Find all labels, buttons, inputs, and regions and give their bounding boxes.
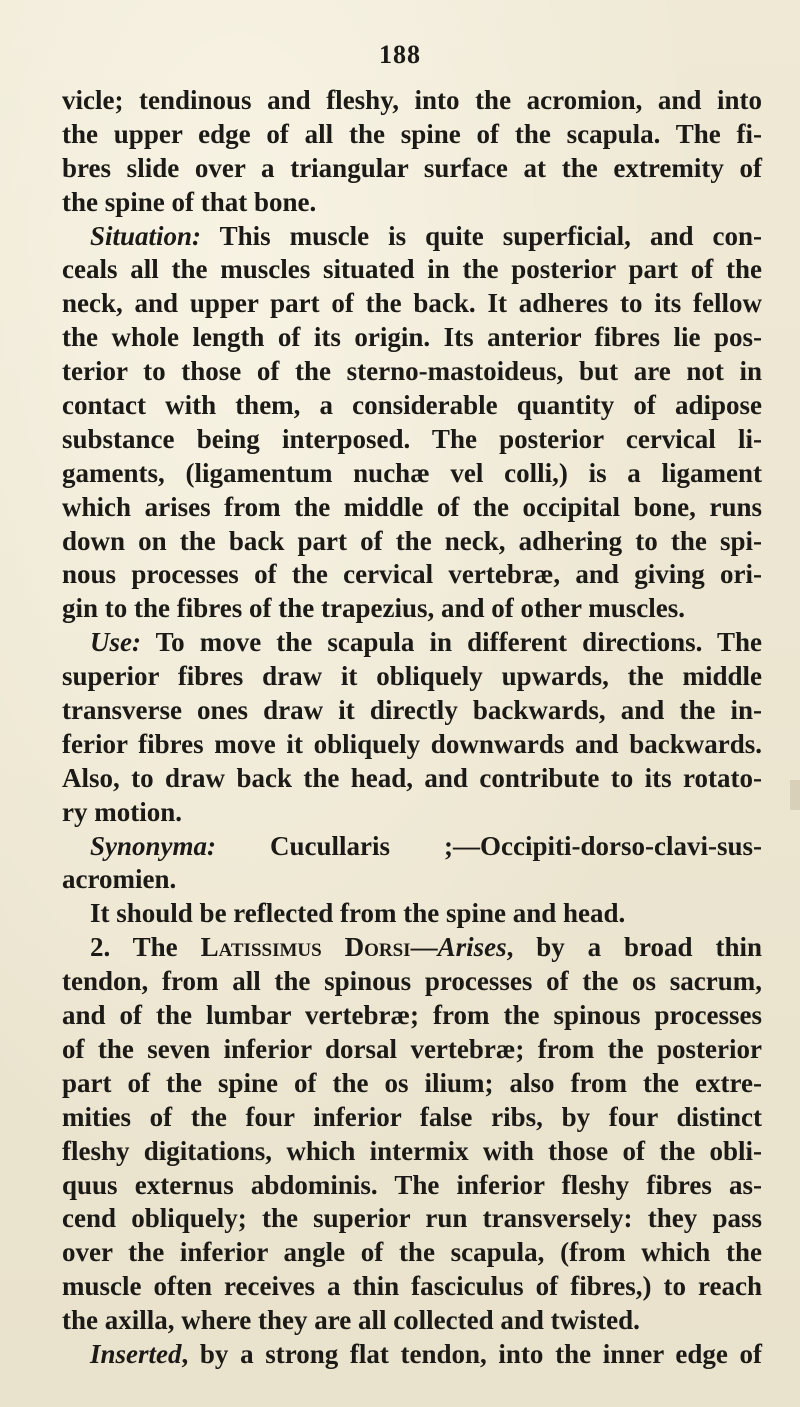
inserted-heading: Inserted	[90, 1338, 182, 1369]
text-line: ceals all the muscles situated in the posterior part of the	[62, 254, 762, 285]
text-line: part of the spine of the os ilium; also from the extre-	[62, 1067, 762, 1098]
text-line: of the seven inferior dorsal vertebræ; from the posterior	[62, 1033, 762, 1064]
text-line: bres slide over a triangular surface at the extremity of	[62, 152, 762, 183]
text-line: down on the back part of the neck, adhering to the spi-	[62, 525, 762, 556]
body-text	[62, 84, 762, 1372]
text-segment: , by a strong flat tendon, into the inner edge of	[181, 1338, 762, 1369]
text-line: tendon, from all the spinous processes of the os sacrum,	[62, 966, 762, 997]
text-line: cend obliquely; the superior run transversely: they pass	[62, 1203, 762, 1234]
text-line: acromien.	[62, 864, 177, 895]
text-line: and of the lumbar vertebræ; from the spinous processes	[62, 1000, 762, 1031]
text-line-synonyma	[62, 830, 762, 864]
text-line: superior fibres draw it obliquely upwards, the middle	[62, 661, 762, 692]
text-line: gaments, (ligamentum nuchæ vel colli,) is a ligament	[62, 457, 762, 488]
text-line: gin to the fibres of the trapezius, and of other muscles.	[62, 593, 685, 624]
text-line: neck, and upper part of the back. It adheres to its fellow	[62, 288, 762, 319]
text-line: quus externus abdominis. The inferior fleshy fibres as-	[62, 1169, 762, 1200]
text-line-latissimus	[62, 931, 762, 965]
text-segment: —	[410, 932, 438, 963]
text-line: which arises from the middle of the occipital bone, runs	[62, 491, 762, 522]
text-line: nous processes of the cervical vertebræ, and giving ori-	[62, 559, 762, 590]
text-line: Also, to draw back the head, and contribute to its rotato-	[62, 762, 762, 793]
text-line: the axilla, where they are all collected and twisted.	[62, 1305, 640, 1336]
text-line: the upper edge of all the spine of the scapula. The fi-	[62, 118, 762, 149]
use-heading: Use:	[90, 627, 141, 658]
text-line: transverse ones draw it directly backwards, and the in-	[62, 695, 762, 726]
situation-heading: Situation:	[90, 220, 202, 251]
text-line: fleshy digitations, which intermix with those of the obli-	[62, 1135, 762, 1166]
text-line: over the inferior angle of the scapula, (from which the	[62, 1237, 762, 1268]
arises-heading: Arises	[437, 932, 507, 963]
text-segment: 2. The	[90, 932, 201, 963]
text-line-situation	[62, 220, 762, 254]
page-edge-mark	[790, 780, 800, 810]
page-number: 188	[379, 40, 421, 69]
text-line: ferior fibres move it obliquely downwards and backwards.	[62, 728, 762, 759]
text-line: vicle; tendinous and fleshy, into the acromion, and into	[62, 85, 762, 115]
text-line-inserted	[62, 1338, 762, 1372]
text-line: contact with them, a considerable quantity of adipose	[62, 390, 762, 421]
text-line: the spine of that bone.	[62, 186, 317, 217]
text-line: ry motion.	[62, 796, 182, 827]
text-segment: To move the scapula in different directions. The	[140, 627, 762, 658]
synonyma-heading: Synonyma:	[90, 830, 217, 861]
text-line: mities of the four inferior false ribs, by four distinct	[62, 1101, 762, 1132]
text-line-use	[62, 626, 762, 660]
text-line: the whole length of its origin. Its anterior fibres lie pos-	[62, 322, 762, 353]
text-segment: Cucullaris ;—Occipiti-dorso-clavi-sus-	[216, 830, 762, 861]
text-line: It should be reflected from the spine and head.	[90, 898, 626, 929]
text-segment: This muscle is quite superficial, and con-	[201, 220, 762, 251]
text-segment: , by a broad thin	[506, 932, 762, 963]
muscle-name: Latissimus Dorsi	[200, 932, 411, 963]
text-line: terior to those of the sterno-mastoideus, but are not in	[62, 356, 762, 387]
text-line: muscle often receives a thin fasciculus of fibres,) to reach	[62, 1271, 762, 1302]
text-line: substance being interposed. The posterior cervical li-	[62, 423, 762, 454]
